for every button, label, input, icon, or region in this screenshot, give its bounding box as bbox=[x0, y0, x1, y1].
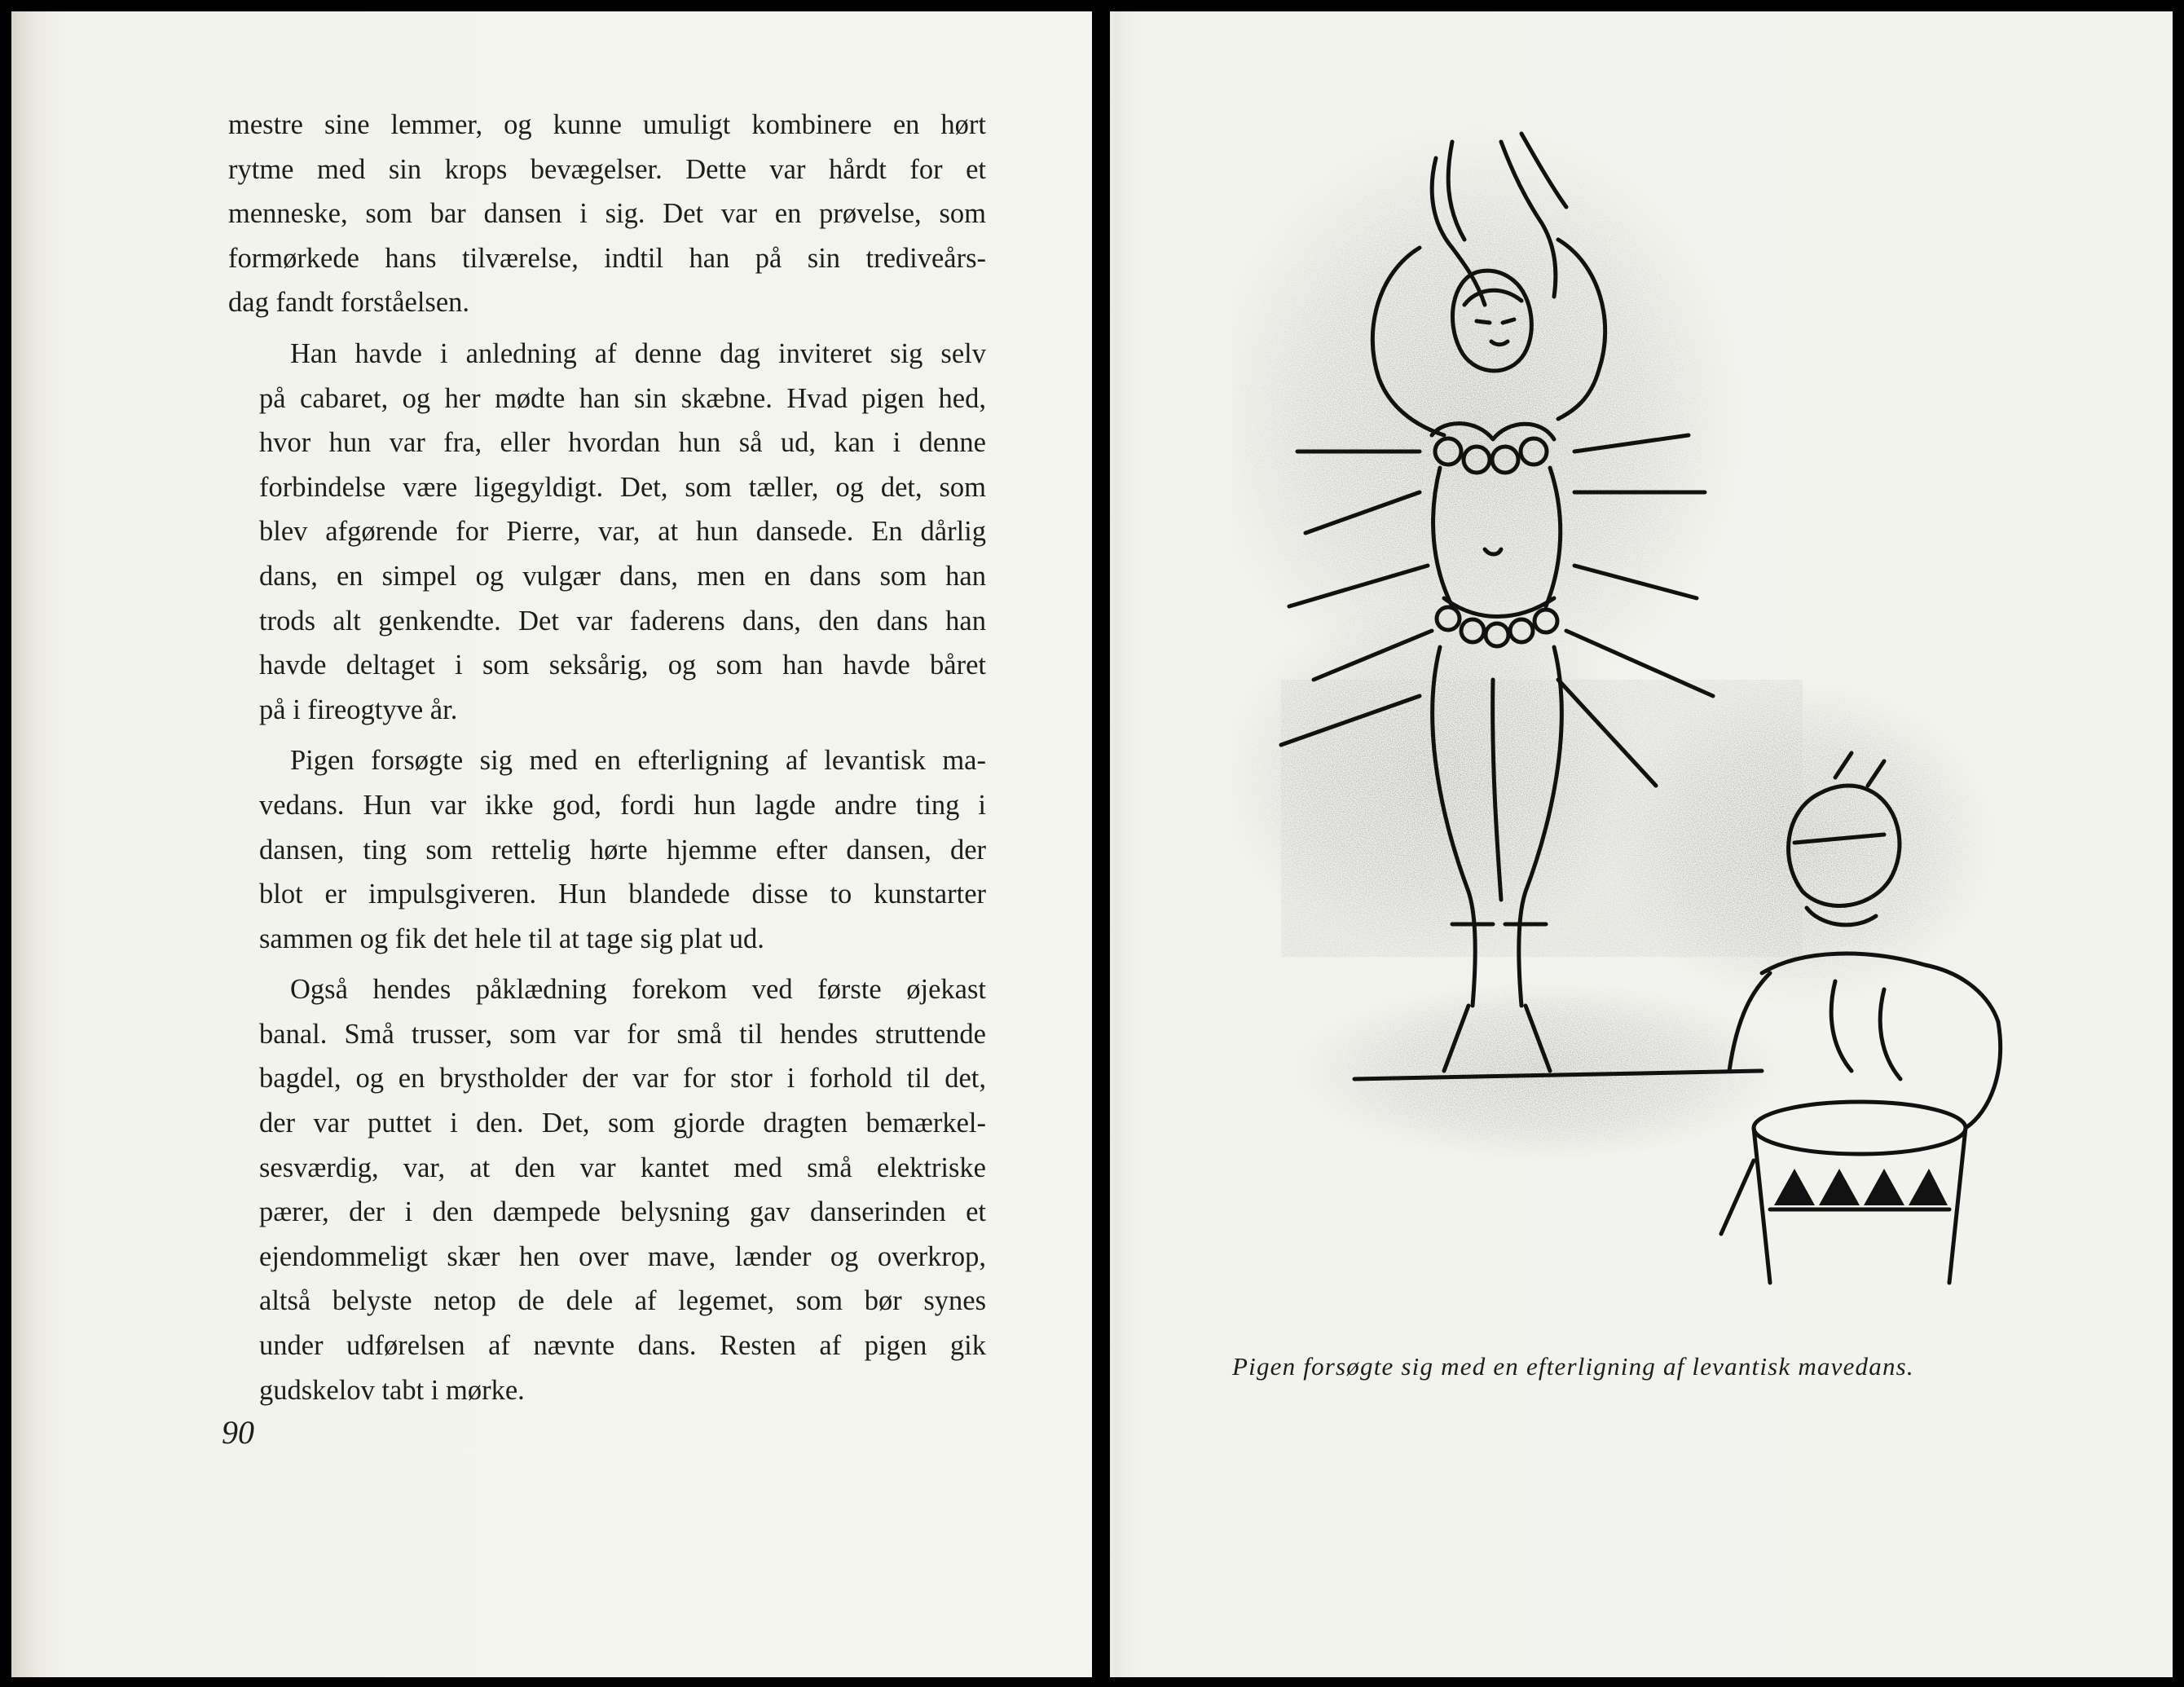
right-page bbox=[1110, 11, 2173, 1677]
text-line: dans, en simpel og vulgær dans, men en dans som han bbox=[259, 560, 986, 592]
page-number: 90 bbox=[222, 1414, 254, 1451]
paragraph bbox=[228, 967, 986, 1412]
text-line: menneske, som bar dansen i sig. Det var en prøvelse, som bbox=[228, 198, 986, 230]
text-line: under udførelsen af nævnte dans. Resten af pigen gik bbox=[259, 1330, 986, 1362]
text-line: Pigen forsøgte sig med en efterligning af levantisk ma- bbox=[290, 745, 986, 777]
charcoal-shading bbox=[1232, 126, 1998, 1161]
body-text bbox=[228, 103, 986, 1419]
text-line: der var puttet i den. Det, som gjorde dragten bemærkel- bbox=[259, 1108, 986, 1139]
text-line: dag fandt forståelsen. bbox=[228, 287, 470, 319]
text-line: dansen, ting som rettelig hørte hjemme efter dansen, der bbox=[259, 834, 986, 866]
text-line: trods alt genkendte. Det var faderens dans, den dans han bbox=[259, 605, 986, 636]
paragraph bbox=[228, 332, 986, 732]
paragraph bbox=[228, 738, 986, 961]
text-line: banal. Små trusser, som var for små til hendes struttende bbox=[259, 1018, 986, 1050]
text-line: hvor hun var fra, eller hvordan hun så ud, kan i denne bbox=[259, 427, 986, 459]
text-line: Også hendes påklædning forekom ved første øjekast bbox=[290, 974, 986, 1006]
text-line: blev afgørende for Pierre, var, at hun dansede. En dårlig bbox=[259, 516, 986, 548]
text-line: sesværdig, var, at den var kantet med små elektriske bbox=[259, 1152, 986, 1183]
text-line: gudskelov tabt i mørke. bbox=[259, 1374, 525, 1406]
text-line: formørkede hans tilværelse, indtil han på sin trediveårs- bbox=[228, 242, 986, 274]
text-line: ejendommeligt skær hen over mave, lænder og overkrop, bbox=[259, 1240, 986, 1272]
text-line: på i fireogtyve år. bbox=[259, 694, 458, 725]
text-line: altså belyste netop de dele af legemet, som bør synes bbox=[259, 1285, 986, 1317]
drum-pattern bbox=[1774, 1169, 1948, 1205]
text-line: mestre sine lemmer, og kunne umuligt kombinere en hørt bbox=[228, 109, 986, 140]
belly-dancer-and-drummer-illustration bbox=[1232, 109, 2047, 1315]
paragraph bbox=[228, 103, 986, 325]
text-line: bagdel, og en brystholder der var for stor i forhold til det, bbox=[259, 1063, 986, 1095]
text-line: blot er impulsgiveren. Hun blandede disse to kunstarter bbox=[259, 879, 986, 910]
left-page bbox=[11, 11, 1092, 1677]
illustration-caption: Pigen forsøgte sig med en efterligning af levantisk mavedans. bbox=[1232, 1352, 1914, 1381]
text-line: havde deltaget i som seksårig, og som han havde båret bbox=[259, 650, 986, 681]
text-line: vedans. Hun var ikke god, fordi hun lagde andre ting i bbox=[259, 789, 986, 821]
text-line: pærer, der i den dæmpede belysning gav danserinden et bbox=[259, 1196, 986, 1228]
text-line: forbindelse være ligegyldigt. Det, som tæller, og det, som bbox=[259, 471, 986, 503]
text-line: på cabaret, og her mødte han sin skæbne. Hvad pigen hed, bbox=[259, 382, 986, 414]
text-line: Han havde i anledning af denne dag inviteret sig selv bbox=[290, 337, 986, 369]
text-line: rytme med sin krops bevægelser. Dette var hårdt for et bbox=[228, 153, 986, 185]
text-line: sammen og fik det hele til at tage sig plat ud. bbox=[259, 923, 764, 954]
